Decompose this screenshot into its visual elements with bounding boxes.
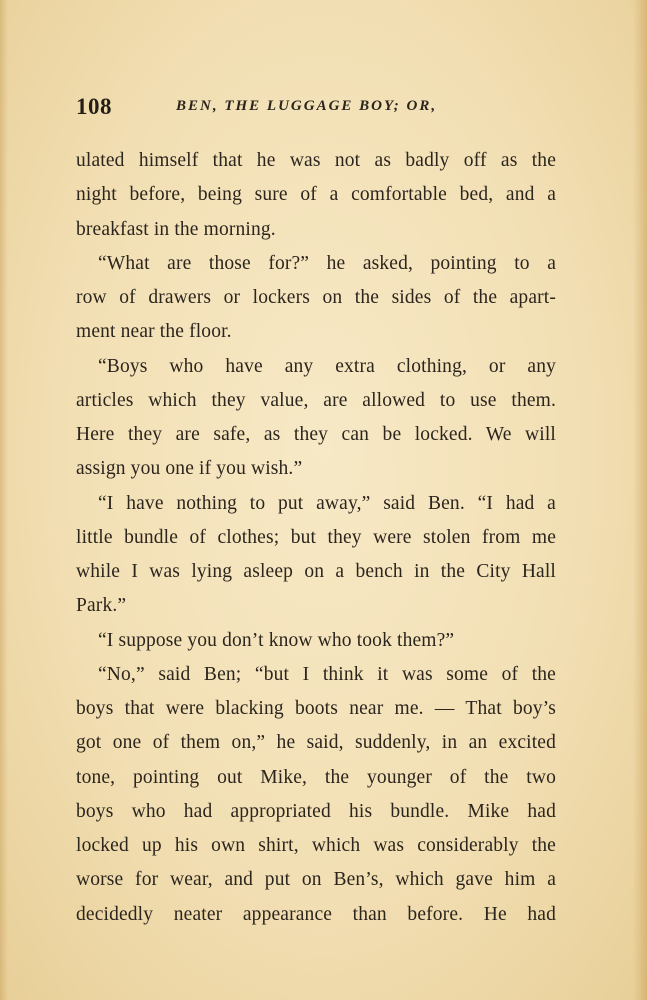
text-line: little bundle of clothes; but they were stolen from me [76, 526, 556, 548]
text-line: assign you one if you wish.” [76, 458, 303, 480]
text-line: “No,” said Ben; “but I think it was some of the [98, 663, 556, 685]
page-number: 108 [76, 94, 112, 119]
text-line: articles which they value, are allowed to use them. [76, 389, 556, 411]
text-line: boys who had appropriated his bundle. Mike had [76, 800, 556, 822]
text-line: boys that were blacking boots near me. — That boy’s [76, 698, 556, 719]
text-line: ment near the floor. [76, 321, 232, 343]
text-line: while I was lying asleep on a bench in the City Hall [76, 561, 556, 582]
text-line: Here they are safe, as they can be locked. We will [76, 424, 556, 445]
text-line: “What are those for?” he asked, pointing to a [98, 252, 556, 274]
text-line: “I suppose you don’t know who took them?” [98, 629, 455, 651]
page-left-edge-shading [0, 0, 8, 1000]
text-line: breakfast in the morning. [76, 218, 276, 240]
text-line: Park.” [76, 595, 127, 617]
text-line: decidedly neater appearance than before. He had [76, 903, 556, 925]
page-header [76, 94, 560, 124]
page-right-edge-shading [633, 0, 647, 1000]
text-line: got one of them on,” he said, suddenly, in an excited [76, 732, 556, 754]
text-line: night before, being sure of a comfortable bed, and a [76, 184, 556, 206]
text-line: worse for wear, and put on Ben’s, which gave him a [76, 869, 556, 891]
running-title: BEN, THE LUGGAGE BOY; OR, [176, 98, 438, 114]
text-line: “Boys who have any extra clothing, or any [98, 355, 556, 377]
text-line: row of drawers or lockers on the sides of the apart- [76, 287, 556, 308]
body-text [76, 144, 556, 932]
text-line: “I have nothing to put away,” said Ben. “I had a [98, 492, 556, 514]
text-line: tone, pointing out Mike, the younger of the two [76, 766, 556, 788]
text-line: locked up his own shirt, which was considerably the [76, 835, 556, 856]
text-line: ulated himself that he was not as badly off as the [76, 150, 556, 171]
